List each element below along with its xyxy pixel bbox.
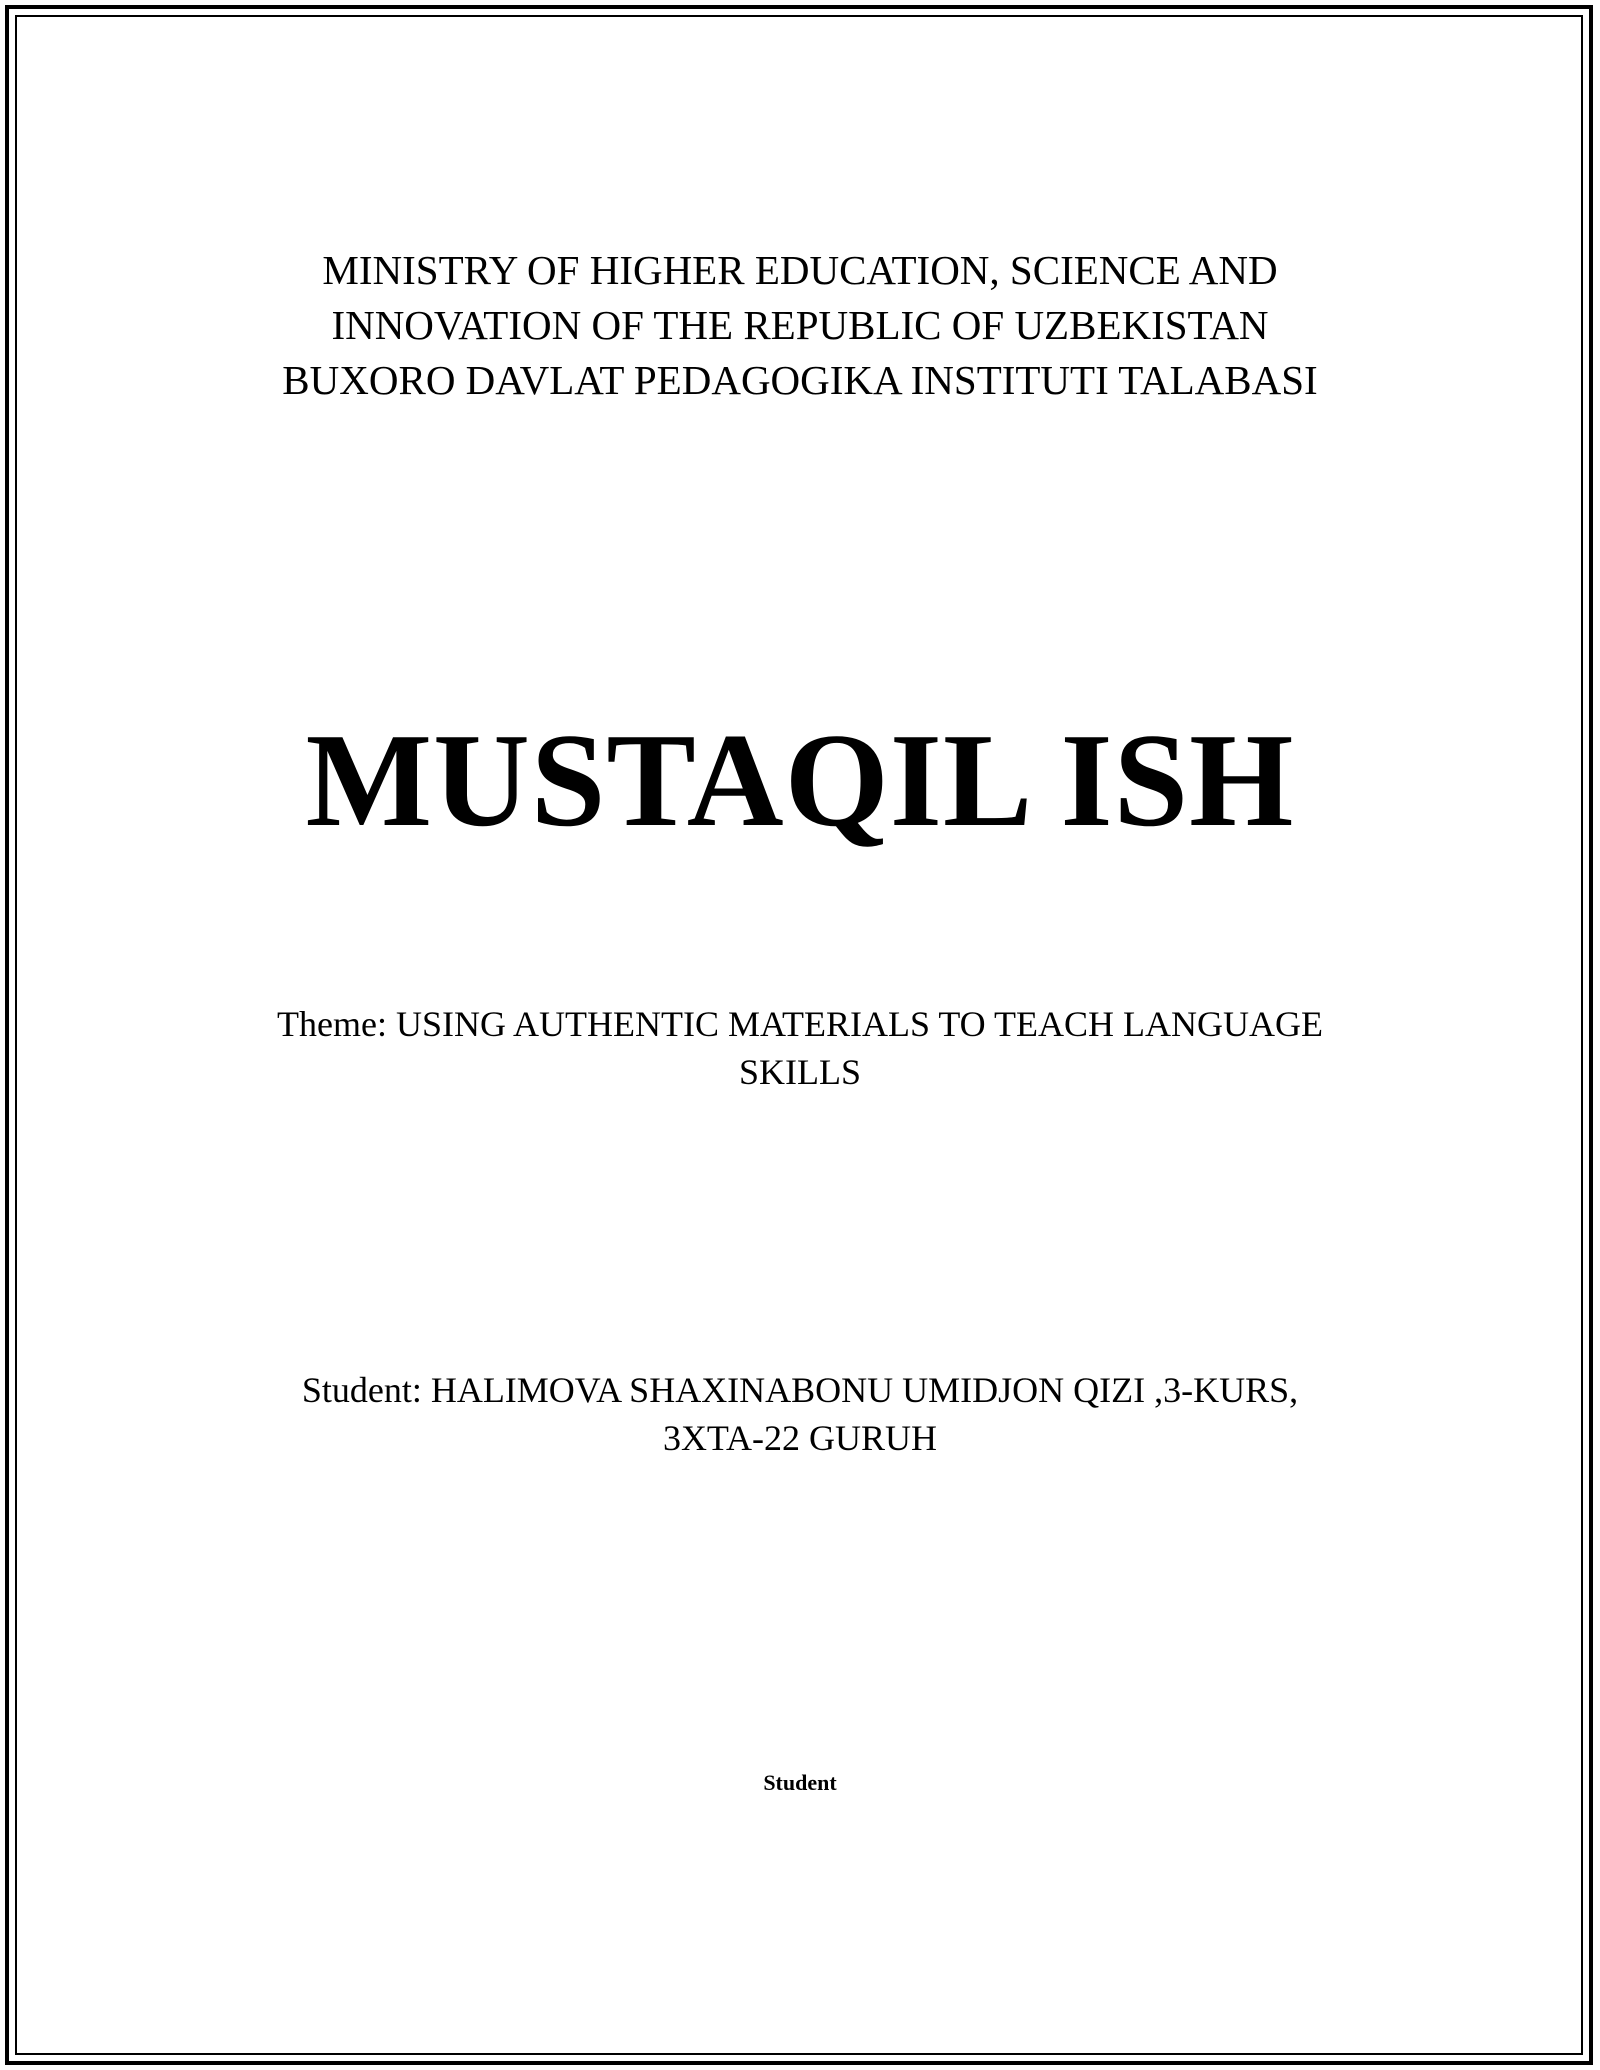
theme-text [0,1000,1600,1096]
document-title: MUSTAQIL ISH [305,706,1295,854]
institution-header [0,243,1600,408]
header-line: MINISTRY OF HIGHER EDUCATION, SCIENCE AND [322,247,1278,293]
header-line: INNOVATION OF THE REPUBLIC OF UZBEKISTAN [331,302,1269,348]
signature-label: Student [763,1770,837,1795]
header-line: BUXORO DAVLAT PEDAGOGIKA INSTITUTI TALABASI [282,357,1318,403]
student-info [0,1366,1600,1462]
theme-line: Theme: USING AUTHENTIC MATERIALS TO TEACH LANGUAGE [277,1004,1323,1044]
theme-line: SKILLS [738,1052,861,1092]
student-line: Student: HALIMOVA SHAXINABONU UMIDJON QIZI ,3-KURS, [301,1370,1299,1410]
student-line: 3XTA-22 GURUH [662,1418,938,1458]
